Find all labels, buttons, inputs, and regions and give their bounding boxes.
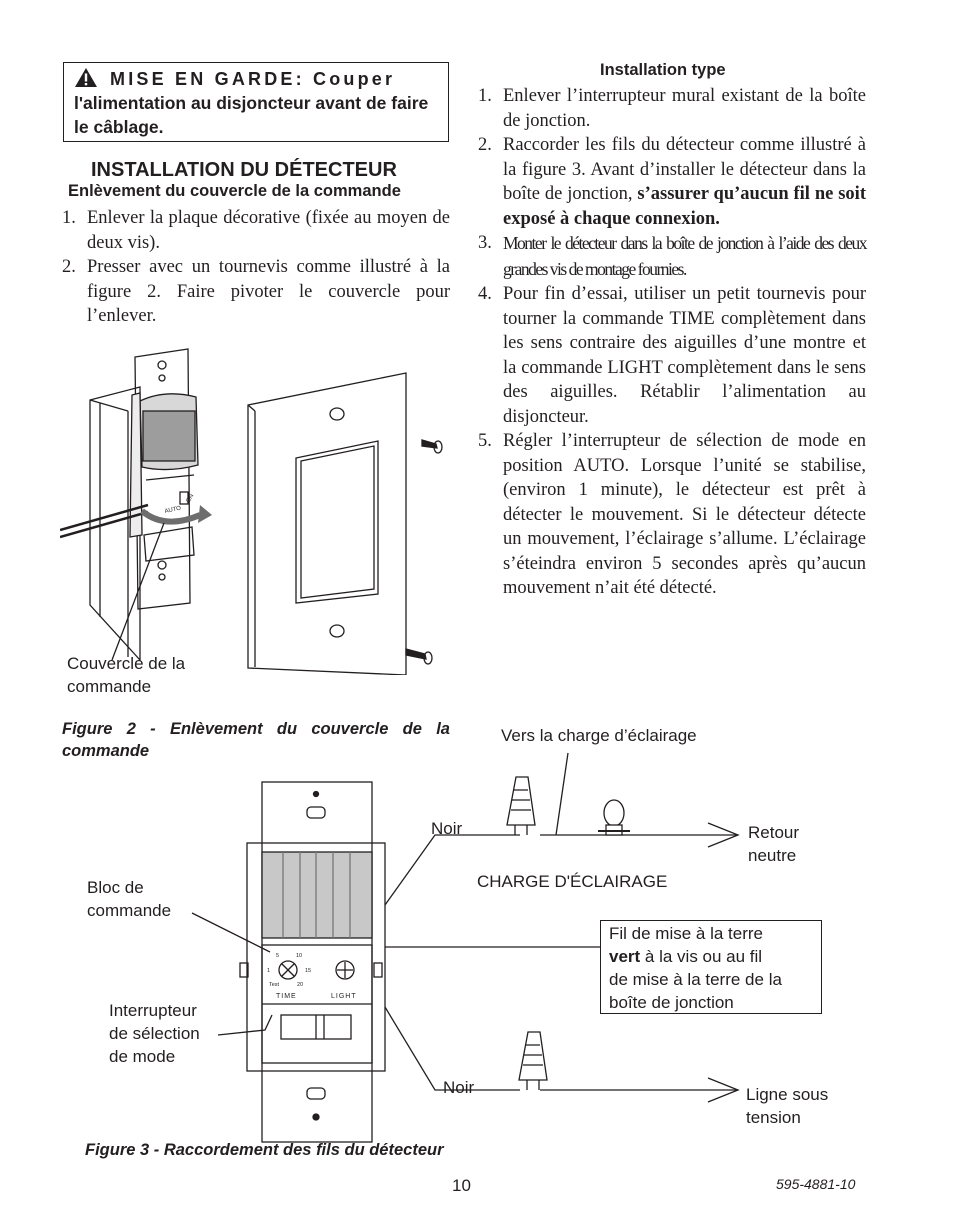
callout-line bbox=[112, 523, 164, 660]
dial-mark: 5 bbox=[276, 953, 280, 959]
list-item: 1. Enlever la plaque décorative (fixée au moyen de deux vis). bbox=[62, 208, 450, 253]
light-bulb-icon bbox=[598, 800, 630, 835]
wall-plate bbox=[248, 373, 406, 675]
warning-icon bbox=[74, 67, 98, 88]
dial-mark: Test bbox=[269, 982, 280, 988]
mode-switch-label: Interrupteur de sélection de mode bbox=[109, 1001, 200, 1066]
install-title: Installation type bbox=[600, 61, 726, 79]
warning-box bbox=[63, 62, 449, 142]
dial-mark: 15 bbox=[305, 968, 312, 974]
control-block-label: Bloc de commande bbox=[87, 878, 172, 920]
screw-icon bbox=[406, 649, 432, 664]
black-wire-label: Noir bbox=[431, 819, 463, 838]
wire-nut-icon bbox=[519, 1032, 547, 1090]
section-title: INSTALLATION DU DÉTECTEUR bbox=[91, 159, 397, 181]
list-item: 3. Monter le détecteur dans la boîte de jonction à l’aide des deux grandes vis de montage fournies. bbox=[478, 233, 866, 279]
light-dial-icon bbox=[336, 961, 354, 979]
earth-wire-note: Fil de mise à la terre vert à la vis ou au fil de mise à la terre de la boîte de jonction bbox=[600, 920, 822, 1014]
time-label: TIME bbox=[276, 993, 297, 1000]
lighting-load-label: CHARGE D'ÉCLAIRAGE bbox=[477, 872, 668, 891]
dial-mark: 1 bbox=[267, 968, 271, 974]
warning-title: MISE EN GARDE: Couper bbox=[110, 69, 396, 89]
section-subtitle: Enlèvement du couvercle de la commande bbox=[68, 182, 401, 200]
neutral-label: Retour neutre bbox=[748, 823, 800, 865]
time-dial-icon bbox=[279, 961, 297, 979]
install-steps bbox=[478, 84, 866, 601]
to-load-label: Vers la charge d’éclairage bbox=[501, 726, 697, 745]
cover-label: Couvercle de la commande bbox=[67, 654, 186, 696]
switch-on-label: ON bbox=[185, 493, 196, 504]
dial-mark: 20 bbox=[297, 982, 304, 988]
switch-auto-label: AUTO bbox=[164, 505, 182, 515]
live-line-label: Ligne sous tension bbox=[746, 1085, 829, 1127]
dial-mark: 10 bbox=[296, 953, 303, 959]
list-item: 1. Enlever l’interrupteur mural existant de la boîte de jonction. bbox=[478, 86, 866, 131]
black-wire-label: Noir bbox=[443, 1078, 475, 1097]
wire-nut-icon bbox=[507, 777, 535, 835]
figure2-illustration bbox=[60, 345, 450, 675]
cover-removal-steps bbox=[62, 206, 450, 329]
page-number: 10 bbox=[452, 1176, 471, 1195]
list-item: 4. Pour fin d’essai, utiliser un petit tournevis pour tourner la commande TIME complètement dans les sens contraire des aiguilles d’une montre et la commande LIGHT complètement dans le sens des aiguilles. Rétablir l’alimentation au disjoncteur. bbox=[478, 284, 866, 427]
figure2-caption: Figure 2 - Enlèvement du couvercle de la commande bbox=[62, 720, 450, 760]
screw-icon bbox=[422, 440, 442, 453]
list-item: 2. Raccorder les fils du détecteur comme illustré à la figure 3. Avant d’installer le détecteur dans la boîte de jonction, s’assurer qu’aucun fil ne soit exposé à chaque connexion. bbox=[478, 135, 866, 229]
list-item: 5. Régler l’interrupteur de sélection de mode en position AUTO. Lorsque l’unité se stabilise, (environ 1 minute), le détecteur est prêt à détecter le mouvement. Si le détecteur détecte un mouvement, l’éclairage s’allume. L’éclairage s’éteindra environ 5 secondes après qu’aucun mouvement n’ait été détecté. bbox=[478, 431, 866, 598]
figure3-caption: Figure 3 - Raccordement des fils du détecteur bbox=[85, 1141, 444, 1159]
list-item: 2. Presser avec un tournevis comme illustré à la figure 2. Faire pivoter le couvercle pour l’enlever. bbox=[62, 257, 450, 326]
sensor-device bbox=[240, 782, 385, 1142]
document-number: 595-4881-10 bbox=[776, 1176, 856, 1192]
warning-body: l'alimentation au disjoncteur avant de faire le câblage. bbox=[74, 93, 429, 137]
light-label: LIGHT bbox=[331, 993, 357, 1000]
